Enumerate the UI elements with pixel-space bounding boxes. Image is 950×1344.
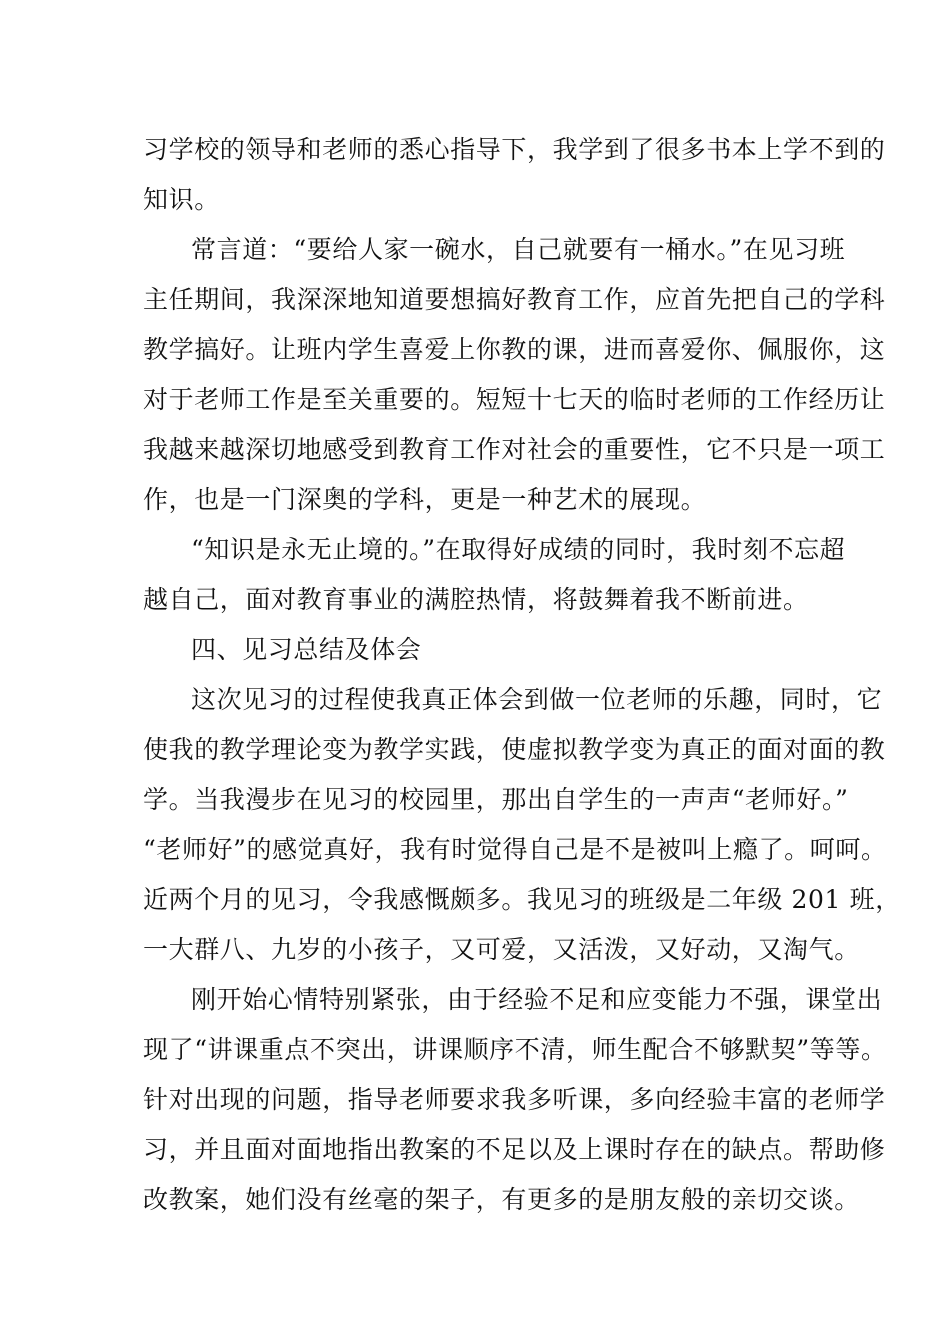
text-line: 教学搞好。让班内学生喜爱上你教的课，进而喜爱你、佩服你，这 — [143, 335, 886, 364]
text-line: 刚开始心情特别紧张，由于经验不足和应变能力不强，课堂出 — [191, 985, 883, 1014]
text-line: “知识是永无止境的。”在取得好成绩的同时，我时刻不忘超 — [191, 535, 846, 564]
text-line: 我越来越深切地感受到教育工作对社会的重要性，它不只是一项工 — [143, 435, 886, 464]
text-line: 现了“讲课重点不突出，讲课顺序不清，师生配合不够默契”等等。 — [143, 1035, 887, 1064]
text-line: 常言道：“要给人家一碗水，自己就要有一桶水。”在见习班 — [191, 235, 846, 264]
text-line: “老师好”的感觉真好，我有时觉得自己是不是被叫上瘾了。呵呵。 — [143, 835, 887, 864]
text-line: 主任期间，我深深地知道要想搞好教育工作，应首先把自己的学科 — [143, 285, 886, 314]
text-line: 作，也是一门深奥的学科，更是一种艺术的展现。 — [143, 485, 707, 514]
text-line: 习，并且面对面地指出教案的不足以及上课时存在的缺点。帮助修 — [143, 1135, 886, 1164]
text-line: 改教案，她们没有丝毫的架子，有更多的是朋友般的亲切交谈。 — [143, 1185, 860, 1214]
text-line: 学。当我漫步在见习的校园里，那出自学生的一声声“老师好。” — [143, 785, 849, 814]
text-line: 越自己，面对教育事业的满腔热情，将鼓舞着我不断前进。 — [143, 585, 809, 614]
text-line: 近两个月的见习，令我感慨颇多。我见习的班级是二年级 201 班， — [143, 885, 901, 914]
text-line: 这次见习的过程使我真正体会到做一位老师的乐趣，同时，它 — [191, 685, 883, 714]
text-line: 知识。 — [143, 185, 220, 214]
section-heading: 四、见习总结及体会 — [191, 635, 422, 664]
text-line: 针对出现的问题，指导老师要求我多听课，多向经验丰富的老师学 — [143, 1085, 886, 1114]
text-line: 一大群八、九岁的小孩子，又可爱，又活泼，又好动，又淘气。 — [143, 935, 860, 964]
text-line: 对于老师工作是至关重要的。短短十七天的临时老师的工作经历让 — [143, 385, 886, 414]
text-line: 使我的教学理论变为教学实践，使虚拟教学变为真正的面对面的教 — [143, 735, 886, 764]
text-line: 习学校的领导和老师的悉心指导下，我学到了很多书本上学不到的 — [143, 135, 886, 164]
